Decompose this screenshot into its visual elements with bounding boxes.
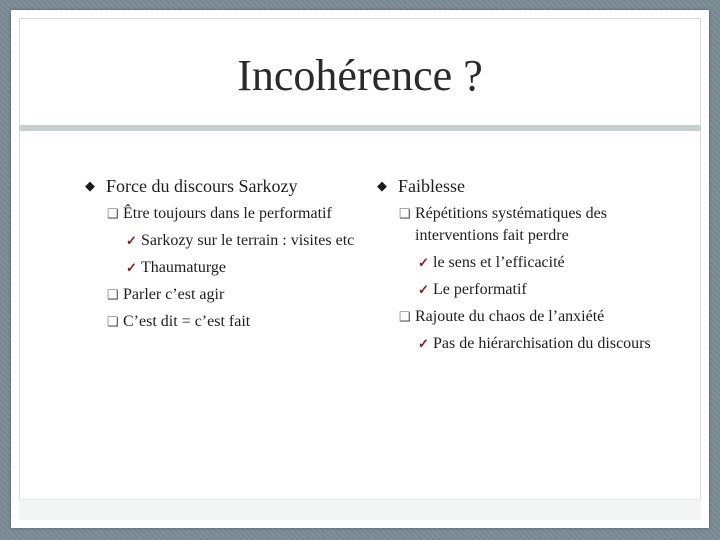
- right-heading-text: Faiblesse: [398, 176, 465, 196]
- checkbox-bullet-icon: ❑: [399, 206, 411, 221]
- right-heading: [377, 175, 677, 197]
- list-item: [85, 311, 385, 333]
- slide: [11, 10, 709, 528]
- title-divider: [19, 125, 701, 131]
- diamond-bullet-icon: ◆: [377, 178, 387, 193]
- list-item: [85, 230, 385, 252]
- list-item: [85, 284, 385, 306]
- list-item-text: Pas de hiérarchisation du discours: [433, 335, 651, 352]
- right-column: [377, 175, 677, 360]
- list-item-text: le sens et l’efficacité: [433, 254, 565, 271]
- list-item: [377, 279, 677, 301]
- checkmark-bullet-icon: ✓: [418, 336, 429, 351]
- list-item-text: Sarkozy sur le terrain : visites etc: [141, 232, 355, 249]
- checkmark-bullet-icon: ✓: [126, 260, 137, 275]
- list-item-text: Parler c’est agir: [123, 286, 225, 303]
- checkmark-bullet-icon: ✓: [126, 233, 137, 248]
- list-item: [377, 203, 677, 247]
- list-item-text: Être toujours dans le performatif: [123, 205, 332, 222]
- left-column: [85, 175, 385, 338]
- list-item-text: C’est dit = c’est fait: [123, 313, 251, 330]
- list-item-text: Thaumaturge: [141, 259, 227, 276]
- checkbox-bullet-icon: ❑: [399, 309, 411, 324]
- checkbox-bullet-icon: ❑: [107, 287, 119, 302]
- list-item: [377, 306, 677, 328]
- list-item: [377, 252, 677, 274]
- diamond-bullet-icon: ◆: [85, 178, 95, 193]
- list-item-text: Répétitions systématiques des interventions fait perdre: [415, 205, 607, 244]
- left-heading: [85, 175, 385, 197]
- list-item-text: Le performatif: [433, 281, 527, 298]
- left-heading-text: Force du discours Sarkozy: [106, 176, 298, 196]
- checkbox-bullet-icon: ❑: [107, 314, 119, 329]
- checkbox-bullet-icon: ❑: [107, 206, 119, 221]
- slide-title: Incohérence ?: [237, 51, 483, 100]
- list-item-text: Rajoute du chaos de l’anxiété: [415, 308, 605, 325]
- checkmark-bullet-icon: ✓: [418, 282, 429, 297]
- list-item: [377, 333, 677, 355]
- list-item: [85, 203, 385, 225]
- list-item: [85, 257, 385, 279]
- footer-bar: [19, 499, 701, 520]
- checkmark-bullet-icon: ✓: [418, 255, 429, 270]
